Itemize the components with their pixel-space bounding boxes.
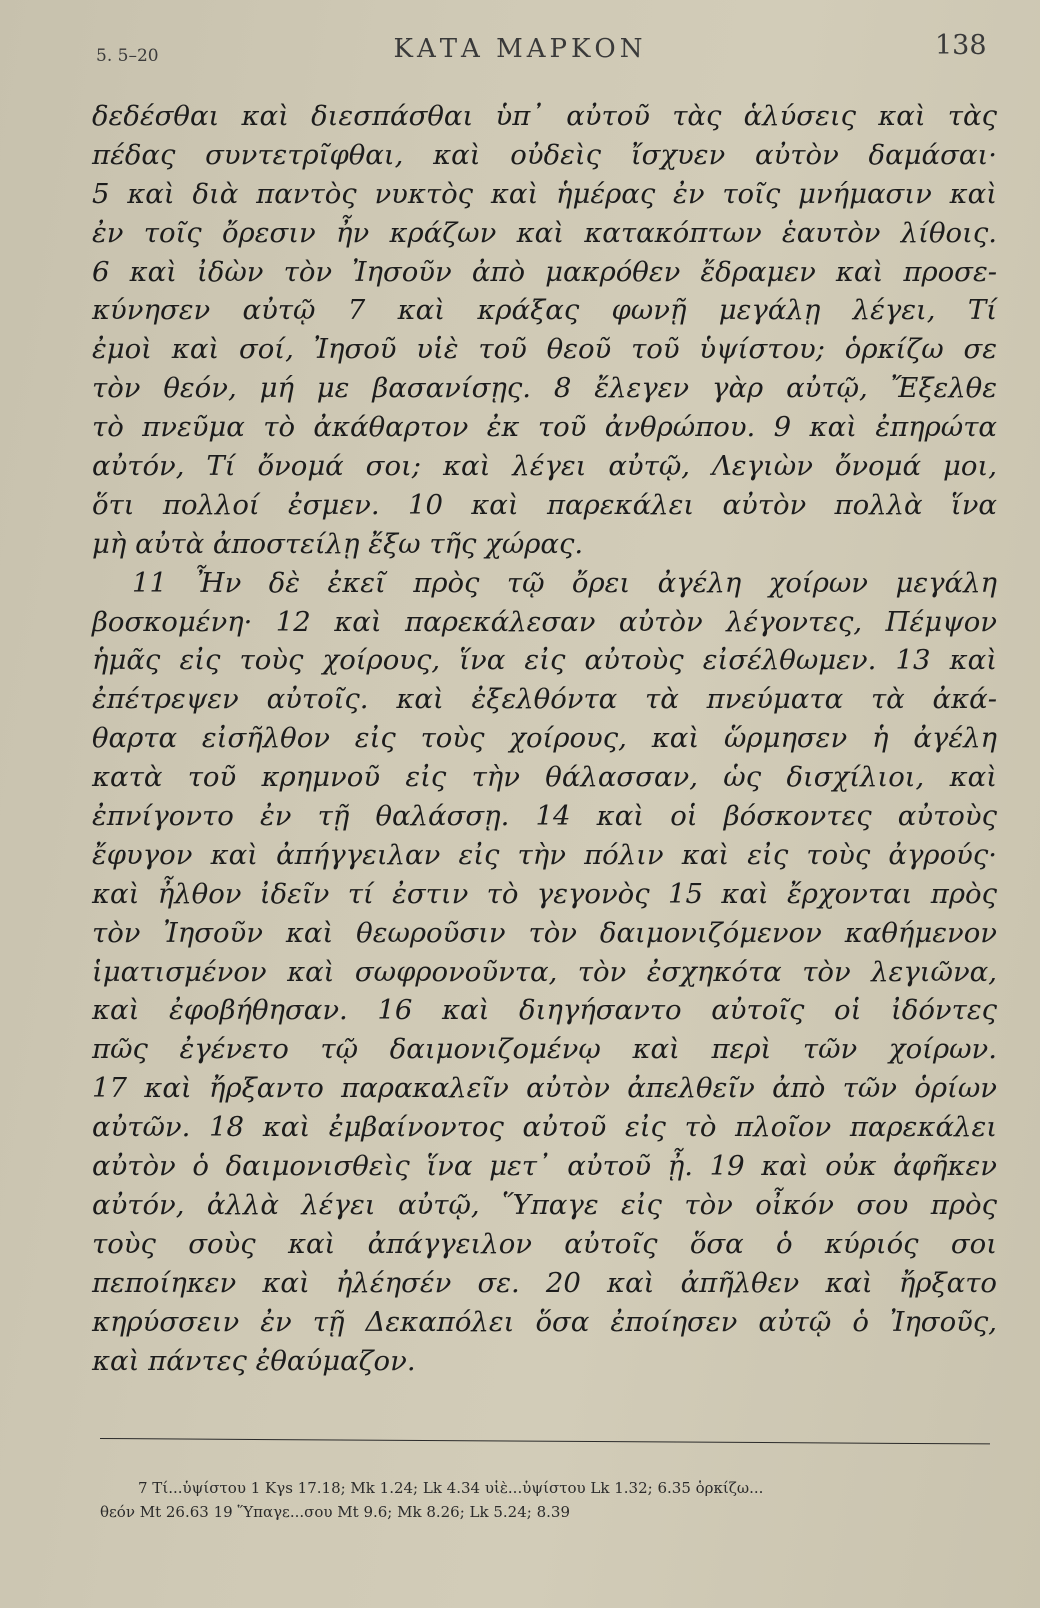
- text-line: ἐμοὶ καὶ σοί, Ἰησοῦ υἱὲ τοῦ θεοῦ τοῦ ὑψίστου; ὁρκίζω σε: [92, 333, 997, 366]
- text-line: καὶ πάντες ἐθαύμαζον.: [92, 1344, 416, 1377]
- text-line: πῶς ἐγένετο τῷ δαιμονιζομένῳ καὶ περὶ τῶν χοίρων.: [92, 1033, 997, 1066]
- book-title: ΚΑΤΑ ΜΑΡΚΟΝ: [393, 34, 647, 64]
- text-line: ἐπέτρεψεν αὐτοῖς. καὶ ἐξελθόντα τὰ πνεύματα τὰ ἀκά-: [92, 683, 997, 716]
- text-line: πεποίηκεν καὶ ἠλέησέν σε. 20 καὶ ἀπῆλθεν καὶ ἤρξατο: [92, 1266, 997, 1299]
- text-line: θαρτα εἰσῆλθον εἰς τοὺς χοίρους, καὶ ὥρμησεν ἡ ἀγέλη: [92, 722, 997, 755]
- page-number: 138: [935, 30, 987, 61]
- text-line: 5 καὶ διὰ παντὸς νυκτὸς καὶ ἡμέρας ἐν τοῖς μνήμασιν καὶ: [92, 177, 997, 210]
- text-line: αὐτόν, ἀλλὰ λέγει αὐτῷ, Ὕπαγε εἰς τὸν οἶκόν σου πρὸς: [92, 1188, 997, 1221]
- text-line: βοσκομένη· 12 καὶ παρεκάλεσαν αὐτὸν λέγοντες, Πέμψον: [92, 605, 997, 638]
- text-line: κατὰ τοῦ κρημνοῦ εἰς τὴν θάλασσαν, ὡς δισχίλιοι, καὶ: [92, 761, 997, 794]
- text-line: ἐν τοῖς ὄρεσιν ἦν κράζων καὶ κατακόπτων ἑαυτὸν λίθοις.: [92, 216, 997, 249]
- running-header: [0, 22, 1040, 66]
- chapter-verse-range: 5. 5–20: [96, 46, 159, 66]
- text-line: κύνησεν αὐτῷ 7 καὶ κράξας φωνῇ μεγάλῃ λέγει, Τί: [92, 294, 997, 327]
- text-line: καὶ ἐφοβήθησαν. 16 καὶ διηγήσαντο αὐτοῖς οἱ ἰδόντες: [92, 994, 997, 1027]
- text-line: 17 καὶ ἤρξαντο παρακαλεῖν αὐτὸν ἀπελθεῖν ἀπὸ τῶν ὁρίων: [92, 1072, 997, 1105]
- text-line: αὐτῶν. 18 καὶ ἐμβαίνοντος αὐτοῦ εἰς τὸ πλοῖον παρεκάλει: [92, 1111, 997, 1144]
- text-line: 11 Ἦν δὲ ἐκεῖ πρὸς τῷ ὄρει ἀγέλη χοίρων μεγάλη: [132, 566, 997, 599]
- text-line: κηρύσσειν ἐν τῇ Δεκαπόλει ὅσα ἐποίησεν αὐτῷ ὁ Ἰησοῦς,: [92, 1305, 997, 1338]
- text-line: αὐτόν, Τί ὄνομά σοι; καὶ λέγει αὐτῷ, Λεγιὼν ὄνομά μοι,: [92, 450, 997, 483]
- footnote-divider: [100, 1438, 990, 1444]
- text-line: ἔφυγον καὶ ἀπήγγειλαν εἰς τὴν πόλιν καὶ εἰς τοὺς ἀγρούς·: [92, 838, 997, 871]
- text-line: τὸ πνεῦμα τὸ ἀκάθαρτον ἐκ τοῦ ἀνθρώπου. 9 καὶ ἐπηρώτα: [92, 411, 997, 444]
- text-line: τὸν θεόν, μή με βασανίσῃς. 8 ἔλεγεν γὰρ αὐτῷ, Ἔξελθε: [92, 372, 997, 405]
- text-line: ἱματισμένον καὶ σωφρονοῦντα, τὸν ἐσχηκότα τὸν λεγιῶνα,: [92, 955, 997, 988]
- text-line: πέδας συντετρῖφθαι, καὶ οὐδεὶς ἴσχυεν αὐτὸν δαμάσαι·: [92, 138, 997, 171]
- cross-reference-footnotes: [100, 1476, 988, 1524]
- footnote-line: θεόν Mt 26.63 19 Ὕπαγε...σου Mt 9.6; Mk 8.26; Lk 5.24; 8.39: [100, 1503, 570, 1521]
- footnote-line: 7 Τί...ὑψίστου 1 Κγs 17.18; Mk 1.24; Lk 4.34 υἱὲ...ὑψίστου Lk 1.32; 6.35 ὁρκίζω...: [138, 1479, 764, 1497]
- text-line: τοὺς σοὺς καὶ ἀπάγγειλον αὐτοῖς ὅσα ὁ κύριός σοι: [92, 1227, 997, 1260]
- text-line: αὐτὸν ὁ δαιμονισθεὶς ἵνα μετ᾽ αὐτοῦ ᾖ. 19 καὶ οὐκ ἀφῆκεν: [92, 1150, 997, 1183]
- text-line: 6 καὶ ἰδὼν τὸν Ἰησοῦν ἀπὸ μακρόθεν ἔδραμεν καὶ προσε-: [92, 255, 997, 288]
- main-text: [92, 97, 997, 1380]
- text-line: μὴ αὐτὰ ἀποστείλῃ ἔξω τῆς χώρας.: [92, 527, 584, 560]
- text-line: ἡμᾶς εἰς τοὺς χοίρους, ἵνα εἰς αὐτοὺς εἰσέλθωμεν. 13 καὶ: [92, 644, 997, 677]
- text-line: δεδέσθαι καὶ διεσπάσθαι ὑπ᾽ αὐτοῦ τὰς ἁλύσεις καὶ τὰς: [92, 100, 997, 132]
- text-line: καὶ ἦλθον ἰδεῖν τί ἐστιν τὸ γεγονὸς 15 καὶ ἔρχονται πρὸς: [92, 877, 997, 910]
- text-line: ἐπνίγοντο ἐν τῇ θαλάσσῃ. 14 καὶ οἱ βόσκοντες αὐτοὺς: [92, 800, 997, 833]
- text-line: ὅτι πολλοί ἐσμεν. 10 καὶ παρεκάλει αὐτὸν πολλὰ ἵνα: [92, 488, 997, 521]
- text-line: τὸν Ἰησοῦν καὶ θεωροῦσιν τὸν δαιμονιζόμενον καθήμενον: [92, 916, 997, 949]
